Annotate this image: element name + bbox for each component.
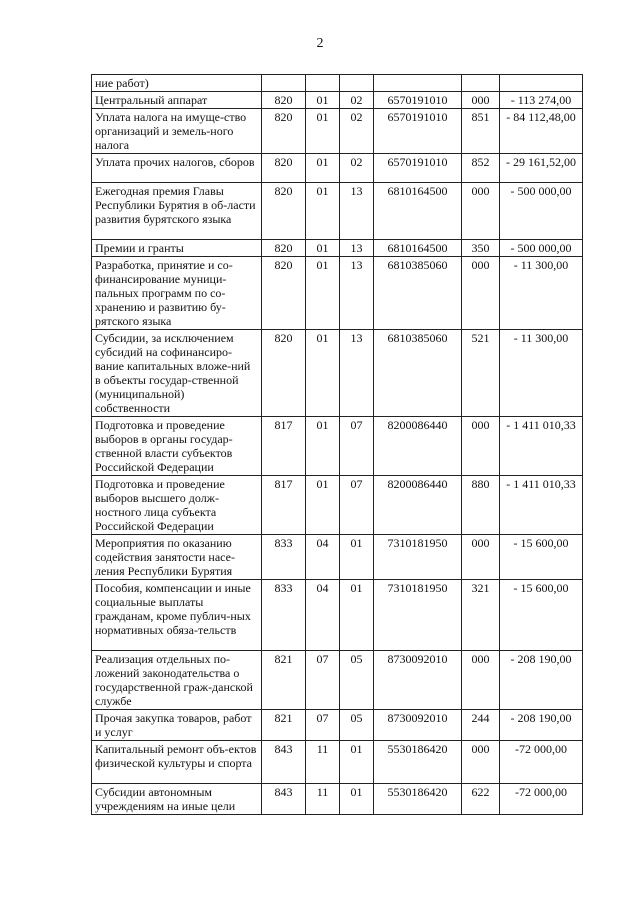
table-row — [92, 535, 583, 580]
row-subsection-code: 01 — [340, 784, 374, 815]
row-grbs-code: 833 — [262, 535, 306, 580]
row-section-code: 01 — [306, 109, 340, 154]
table-row — [92, 257, 583, 330]
row-expense-type-code: 000 — [462, 92, 500, 109]
row-grbs-code: 820 — [262, 109, 306, 154]
row-section-code: 01 — [306, 183, 340, 240]
row-name: Разработка, принятие и со-финансирование муници-пальных программ по со-хранению и развитию бу-рятского языка — [92, 257, 262, 330]
row-target-article-code: 6810385060 — [374, 257, 462, 330]
row-expense-type-code: 350 — [462, 240, 500, 257]
row-subsection-code: 07 — [340, 476, 374, 535]
row-name: Уплата налога на имуще-ство организаций и земель-ного налога — [92, 109, 262, 154]
row-amount: -72 000,00 — [500, 784, 583, 815]
row-name: Центральный аппарат — [92, 92, 262, 109]
table-row — [92, 741, 583, 784]
row-amount: - 15 600,00 — [500, 535, 583, 580]
row-expense-type-code: 851 — [462, 109, 500, 154]
row-section-code: 11 — [306, 784, 340, 815]
row-name: Подготовка и проведение выборов высшего долж-ностного лица субъекта Российской Федерации — [92, 476, 262, 535]
row-name: Капитальный ремонт объ-ектов физической культуры и спорта — [92, 741, 262, 784]
row-grbs-code: 821 — [262, 651, 306, 710]
row-amount: - 208 190,00 — [500, 651, 583, 710]
table-body — [92, 75, 583, 815]
table-row — [92, 109, 583, 154]
row-amount: - 11 300,00 — [500, 330, 583, 417]
row-expense-type-code: 000 — [462, 417, 500, 476]
row-grbs-code: 820 — [262, 330, 306, 417]
row-expense-type-code: 321 — [462, 580, 500, 651]
row-target-article-code: 6810164500 — [374, 183, 462, 240]
row-name: ние работ) — [92, 75, 262, 92]
row-expense-type-code: 880 — [462, 476, 500, 535]
table-row — [92, 417, 583, 476]
row-expense-type-code: 521 — [462, 330, 500, 417]
row-amount: - 1 411 010,33 — [500, 476, 583, 535]
row-section-code: 01 — [306, 240, 340, 257]
row-section-code: 07 — [306, 651, 340, 710]
row-subsection-code: 13 — [340, 183, 374, 240]
row-subsection-code: 13 — [340, 240, 374, 257]
row-target-article-code: 7310181950 — [374, 580, 462, 651]
row-name: Премии и гранты — [92, 240, 262, 257]
row-expense-type-code — [462, 75, 500, 92]
row-subsection-code: 05 — [340, 710, 374, 741]
row-amount: - 208 190,00 — [500, 710, 583, 741]
row-subsection-code: 07 — [340, 417, 374, 476]
row-grbs-code: 820 — [262, 154, 306, 183]
row-amount: - 1 411 010,33 — [500, 417, 583, 476]
table-row — [92, 651, 583, 710]
row-grbs-code — [262, 75, 306, 92]
row-section-code: 01 — [306, 476, 340, 535]
row-section-code: 11 — [306, 741, 340, 784]
table-row — [92, 580, 583, 651]
row-target-article-code: 6570191010 — [374, 154, 462, 183]
row-name: Мероприятия по оказанию содействия занятости насе-ления Республики Бурятия — [92, 535, 262, 580]
row-name: Прочая закупка товаров, работ и услуг — [92, 710, 262, 741]
row-target-article-code: 6570191010 — [374, 92, 462, 109]
row-expense-type-code: 000 — [462, 183, 500, 240]
row-section-code: 01 — [306, 154, 340, 183]
row-target-article-code: 8730092010 — [374, 710, 462, 741]
row-subsection-code: 02 — [340, 109, 374, 154]
row-grbs-code: 820 — [262, 183, 306, 240]
row-expense-type-code: 000 — [462, 257, 500, 330]
row-section-code: 01 — [306, 330, 340, 417]
row-section-code: 01 — [306, 257, 340, 330]
row-target-article-code: 7310181950 — [374, 535, 462, 580]
row-target-article-code — [374, 75, 462, 92]
table-row — [92, 476, 583, 535]
row-target-article-code: 8200086440 — [374, 476, 462, 535]
row-expense-type-code: 000 — [462, 535, 500, 580]
row-target-article-code: 8200086440 — [374, 417, 462, 476]
table-row — [92, 784, 583, 815]
table-row — [92, 710, 583, 741]
row-grbs-code: 820 — [262, 240, 306, 257]
row-expense-type-code: 000 — [462, 651, 500, 710]
row-amount: - 84 112,48,00 — [500, 109, 583, 154]
row-grbs-code: 843 — [262, 741, 306, 784]
row-grbs-code: 821 — [262, 710, 306, 741]
row-grbs-code: 833 — [262, 580, 306, 651]
row-amount: - 500 000,00 — [500, 240, 583, 257]
row-amount: - 500 000,00 — [500, 183, 583, 240]
row-section-code: 07 — [306, 710, 340, 741]
row-subsection-code: 02 — [340, 92, 374, 109]
row-expense-type-code: 622 — [462, 784, 500, 815]
row-amount — [500, 75, 583, 92]
row-subsection-code: 01 — [340, 535, 374, 580]
row-grbs-code: 817 — [262, 417, 306, 476]
row-expense-type-code: 244 — [462, 710, 500, 741]
table-row — [92, 92, 583, 109]
budget-table — [91, 74, 583, 815]
row-grbs-code: 820 — [262, 257, 306, 330]
row-subsection-code: 05 — [340, 651, 374, 710]
row-amount: - 29 161,52,00 — [500, 154, 583, 183]
row-subsection-code: 01 — [340, 580, 374, 651]
row-expense-type-code: 852 — [462, 154, 500, 183]
row-section-code: 04 — [306, 535, 340, 580]
table-row — [92, 330, 583, 417]
page-number: 2 — [316, 36, 324, 51]
row-grbs-code: 843 — [262, 784, 306, 815]
row-target-article-code: 5530186420 — [374, 741, 462, 784]
row-subsection-code: 13 — [340, 330, 374, 417]
table-row — [92, 183, 583, 240]
row-amount: -72 000,00 — [500, 741, 583, 784]
row-expense-type-code: 000 — [462, 741, 500, 784]
row-target-article-code: 8730092010 — [374, 651, 462, 710]
row-target-article-code: 5530186420 — [374, 784, 462, 815]
row-name: Ежегодная премия Главы Республики Бурятия в об-ласти развития бурятского языка — [92, 183, 262, 240]
row-name: Субсидии, за исключением субсидий на софинансиро-вание капитальных вложе-ний в объекты государ-ственной (муниципальной) собственности — [92, 330, 262, 417]
table-row — [92, 75, 583, 92]
row-grbs-code: 820 — [262, 92, 306, 109]
row-amount: - 11 300,00 — [500, 257, 583, 330]
row-section-code — [306, 75, 340, 92]
row-name: Субсидии автономным учреждениям на иные цели — [92, 784, 262, 815]
row-name: Реализация отдельных по-ложений законодательства о государственной граж-данской службе — [92, 651, 262, 710]
row-section-code: 01 — [306, 417, 340, 476]
row-name: Подготовка и проведение выборов в органы государ-ственной власти субъектов Российской Федерации — [92, 417, 262, 476]
table-row — [92, 240, 583, 257]
row-target-article-code: 6570191010 — [374, 109, 462, 154]
row-target-article-code: 6810385060 — [374, 330, 462, 417]
row-name: Пособия, компенсации и иные социальные выплаты гражданам, кроме публич-ных нормативных обяза-тельств — [92, 580, 262, 651]
row-grbs-code: 817 — [262, 476, 306, 535]
row-target-article-code: 6810164500 — [374, 240, 462, 257]
row-amount: - 113 274,00 — [500, 92, 583, 109]
row-subsection-code: 13 — [340, 257, 374, 330]
row-subsection-code: 01 — [340, 741, 374, 784]
row-section-code: 01 — [306, 92, 340, 109]
table-row — [92, 154, 583, 183]
row-subsection-code — [340, 75, 374, 92]
row-amount: - 15 600,00 — [500, 580, 583, 651]
row-subsection-code: 02 — [340, 154, 374, 183]
row-name: Уплата прочих налогов, сборов — [92, 154, 262, 183]
row-section-code: 04 — [306, 580, 340, 651]
